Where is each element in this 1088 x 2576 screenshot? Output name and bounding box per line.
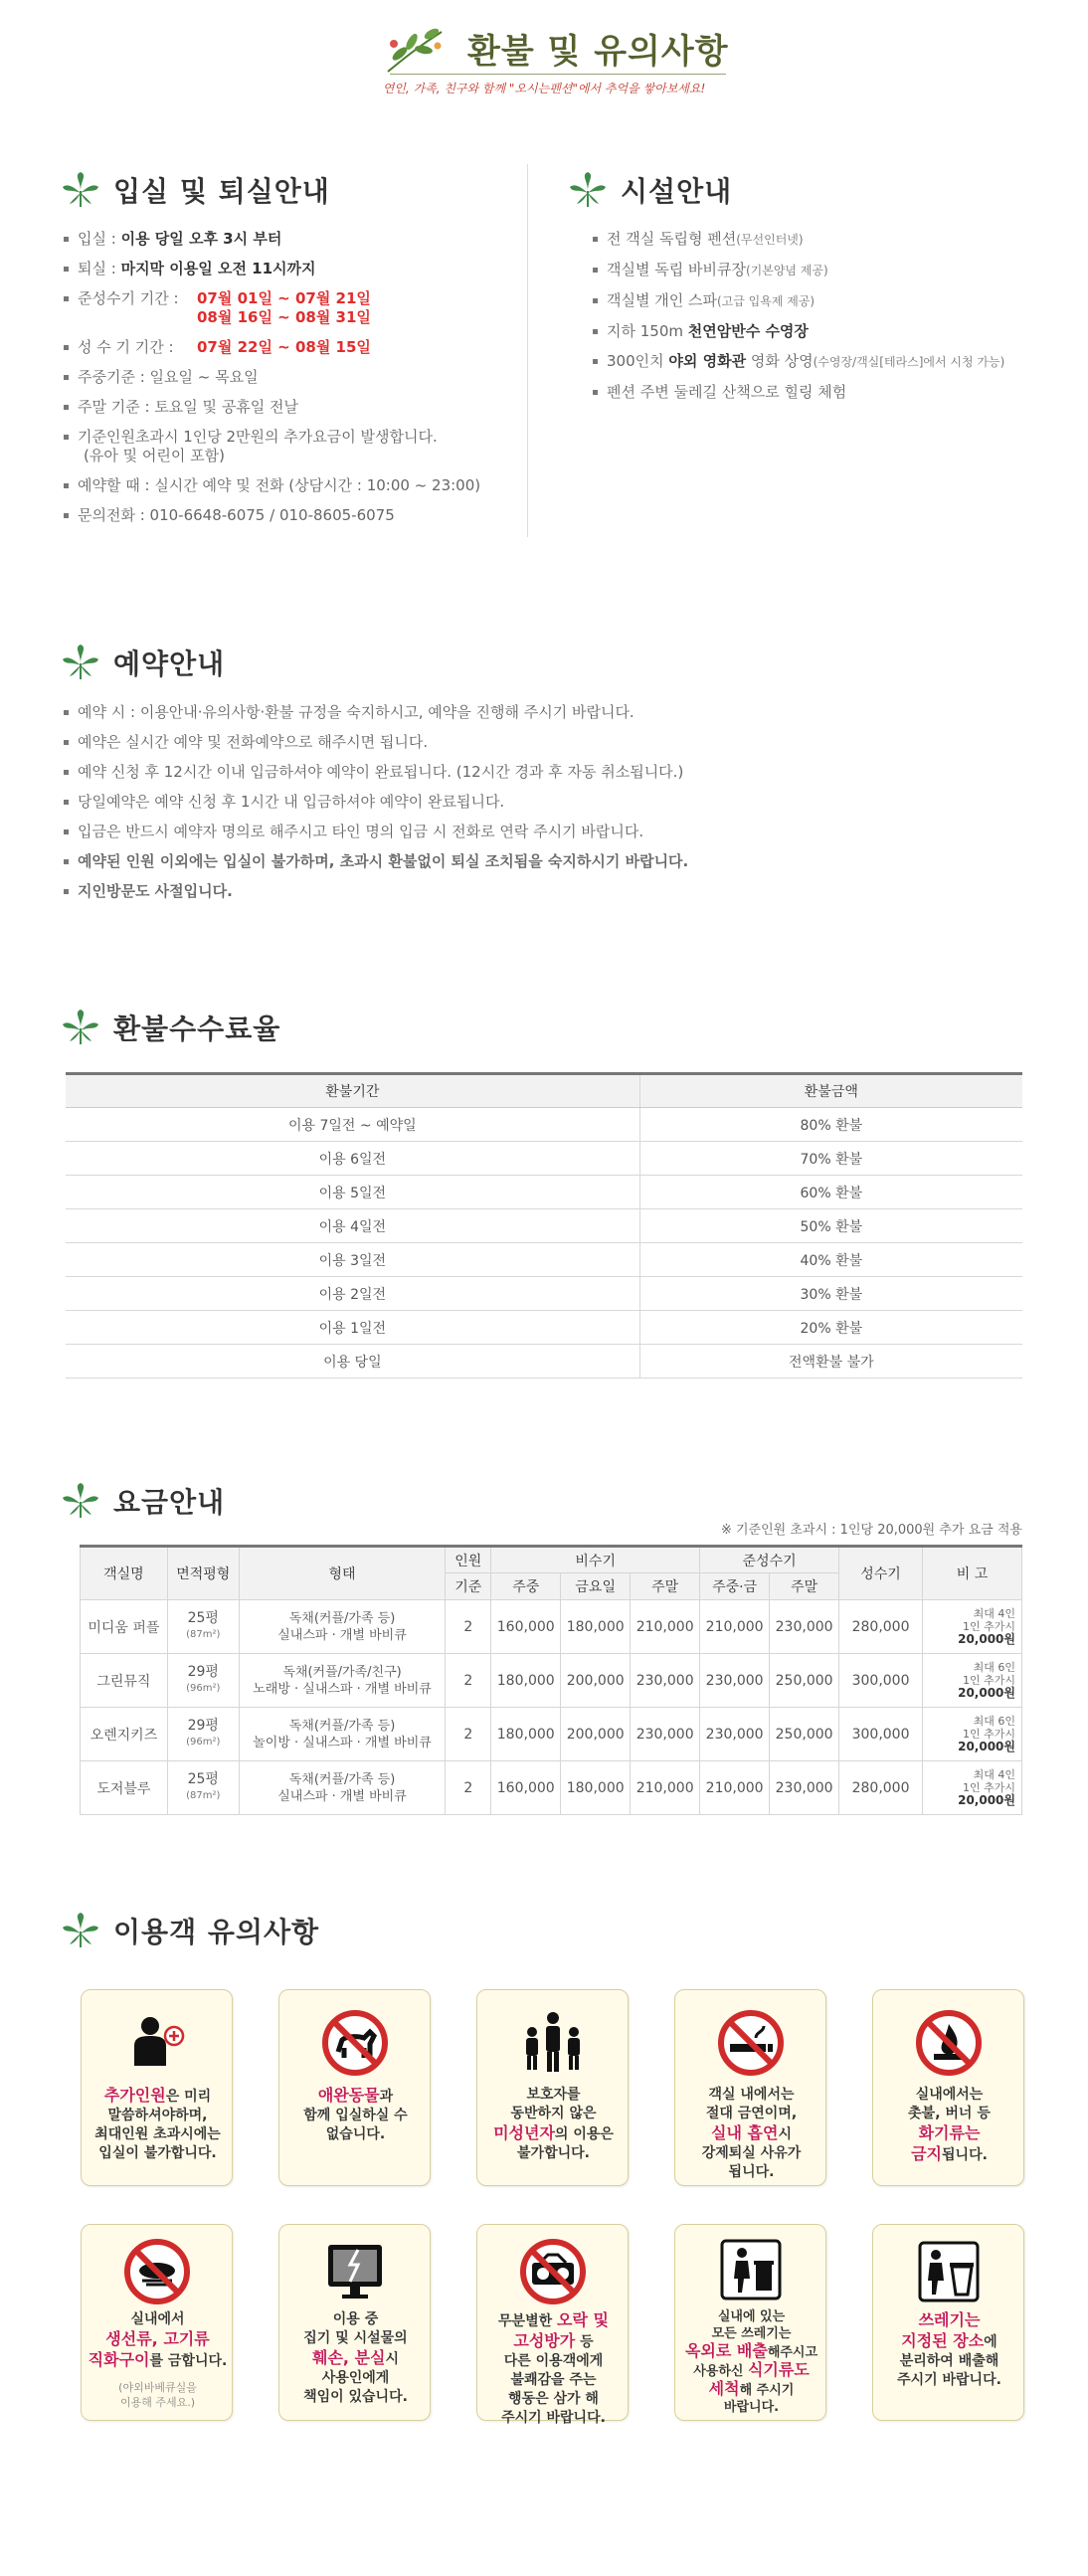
no-noise-icon <box>518 2237 588 2306</box>
list-item: 객실별 개인 스파(고급 입욕제 제공) <box>591 291 1058 311</box>
list-item: 퇴실 : 마지막 이용일 오전 11시까지 <box>62 260 519 278</box>
checkin-heading <box>62 169 330 211</box>
table-row: 이용 4일전 50% 환불 <box>66 1209 1022 1243</box>
list-item: 입금은 반드시 예약자 명의로 해주시고 타인 명의 입금 시 전화로 연락 주시기 바랍니다. <box>62 823 1046 841</box>
list-item: 주중기준 : 일요일 ~ 목요일 <box>62 368 519 387</box>
table-row: 이용 6일전 70% 환불 <box>66 1142 1022 1176</box>
caution-title: 이용객 유의사항 <box>113 1916 320 1948</box>
table-row: 미디움 퍼플 25평 (87m²) 독채(커플/가족 등) 실내스파 · 개별 바비큐 2 160,000 180,000 210,000 210,000 230,000 280,000 최대 4인 1인 추가시 20,000원 <box>81 1600 1022 1654</box>
price-title: 요금안내 <box>113 1486 226 1519</box>
caution-heading <box>62 1910 319 1951</box>
leaf-icon <box>62 1912 99 1949</box>
page-subtitle: 연인, 가족, 친구와 함께 "오시는펜션"에서 추억을 쌓아보세요! <box>382 82 706 95</box>
list-item: 기준인원초과시 1인당 2만원의 추가요금이 발생합니다. (유아 및 어린이 포함) <box>62 428 519 465</box>
no-grill-icon <box>122 2237 192 2306</box>
herb-sprig-icon <box>380 24 450 76</box>
list-item: 지하 150m 천연암반수 수영장 <box>591 322 1058 341</box>
list-item: 문의전화 : 010-6648-6075 / 010-8605-6075 <box>62 506 519 525</box>
table-row: 이용 2일전 30% 환불 <box>66 1277 1022 1311</box>
caution-card-noise: 무분별한 오락 및 고성방가 등 다른 이용객에게 불쾌감을 주는 행동은 삼가 해 주시기 바랍니다. <box>476 2224 629 2421</box>
caution-card-fire: 실내에서는 촛불, 버너 등 화기류는 금지됩니다. <box>872 1989 1024 2186</box>
no-pets-icon <box>320 2008 390 2078</box>
table-row: 이용 7일전 ~ 예약일 80% 환불 <box>66 1108 1022 1142</box>
page-header <box>0 18 1088 107</box>
list-item: 300인치 야외 영화관 영화 상영(수영장/객실[테라스]에서 시청 가능) <box>591 352 1058 372</box>
caution-card-minors: 보호자를 동반하지 않은 미성년자의 이용은 불가합니다. <box>476 1989 629 2186</box>
table-row: 이용 1일전 20% 환불 <box>66 1311 1022 1345</box>
checkin-list <box>62 230 519 536</box>
leaf-icon <box>62 171 99 209</box>
caution-card-separate: 쓰레기는 지정된 장소에 분리하여 배출해 주시기 바랍니다. <box>872 2224 1024 2421</box>
list-item: 준성수기 기간 :07월 01일 ~ 07월 21일 08월 16일 ~ 08월 31일 <box>62 289 519 327</box>
list-item: 예약은 실시간 예약 및 전화예약으로 해주시면 됩니다. <box>62 733 1046 752</box>
column-divider <box>527 164 528 537</box>
list-item: 성 수 기 기간 :07월 22일 ~ 08월 15일 <box>62 338 519 357</box>
trash-bin-icon <box>914 2237 984 2306</box>
list-item: 펜션 주변 둘레길 산책으로 힐링 체험 <box>591 383 1058 402</box>
list-item: 예약 시 : 이용안내·유의사항·환불 규정을 숙지하시고, 예약을 진행해 주시기 바랍니다. <box>62 703 1046 722</box>
leaf-icon <box>62 1482 99 1520</box>
caution-card-grill: 실내에서 생선류, 고기류 직화구이를 금합니다. (야외바베큐실을 이용해 주세요.) <box>81 2224 233 2421</box>
table-row: 이용 5일전 60% 환불 <box>66 1176 1022 1209</box>
price-heading <box>62 1480 225 1522</box>
checkin-title: 입실 및 퇴실안내 <box>113 175 330 208</box>
price-note: ※ 기준인원 초과시 : 1인당 20,000원 추가 요금 적용 <box>720 1523 1022 1538</box>
warning-item: 지인방문도 사절입니다. <box>62 882 1046 901</box>
caution-card-damage: 이용 중 집기 및 시설물의 훼손, 분실시 사용인에게 책임이 있습니다. <box>278 2224 431 2421</box>
leaf-icon <box>62 1009 99 1046</box>
trash-outside-icon <box>716 2235 786 2304</box>
list-item: 주말 기준 : 토요일 및 공휴일 전날 <box>62 398 519 417</box>
no-fire-icon <box>914 2008 984 2078</box>
price-table: 객실명 면적평형 형태 인원 비수기 준성수기 성수기 비 고 기준 주중 금요일 주말 주중·금 주말 미디움 퍼플 25평 (87m²) 독채(커플/가족 등) 실내스파 · 개별 바비큐 2 160,000 180,000 210,000 210,000 230,000 280,000 최대 4인 1인 추가시 20,000원 그린뮤직 29평 (96m²) 독채(커플/가족/친구) 노래방 · 실내스파 · 개별 바비큐 2 180,000 200,000 230,000 230,000 250,000 300,000 최대 6인 1인 추가시 20,000원 오렌지키즈 29평 (96m²) 독채(커플/가족 등) 놀이방 · 실내스파 · 개별 바비큐 2 180,000 200,000 230,000 230,000 250,000 300,000 최대 6인 1인 추가시 20,000원 도저블루 25평 (87m²) 독채(커플/가족 등) 실내스파 · 개별 바비큐 2 160,000 180,000 210,000 210,000 230,000 280,000 최대 4인 1인 추가시 20,000원 <box>80 1545 1022 1815</box>
warning-item: 예약된 인원 이외에는 입실이 불가하며, 초과시 환불없이 퇴실 조치됨을 숙지하시기 바랍니다. <box>62 852 1046 871</box>
reservation-title: 예약안내 <box>113 647 226 680</box>
refund-amount-header: 환불금액 <box>639 1074 1022 1108</box>
table-row: 이용 3일전 40% 환불 <box>66 1243 1022 1277</box>
caution-card-pets: 애완동물과 함께 입실하실 수 없습니다. <box>278 1989 431 2186</box>
list-item: 예약 신청 후 12시간 이내 입금하셔야 예약이 완료됩니다. (12시간 경과 후 자동 취소됩니다.) <box>62 763 1046 782</box>
person-plus-icon <box>122 2008 192 2078</box>
table-row: 도저블루 25평 (87m²) 독채(커플/가족 등) 실내스파 · 개별 바비큐 2 160,000 180,000 210,000 210,000 230,000 280,000 최대 4인 1인 추가시 20,000원 <box>81 1761 1022 1815</box>
facility-title: 시설안내 <box>621 175 733 208</box>
header-divider <box>390 74 726 75</box>
leaf-icon <box>62 644 99 681</box>
reservation-list <box>62 703 1046 912</box>
list-item: 입실 : 이용 당일 오후 3시 부터 <box>62 230 519 249</box>
caution-card-trash: 실내에 있는 모든 쓰레기는 옥외로 배출해주시고 사용하신 식기류도 세척해 주시기 바랍니다. <box>674 2224 826 2421</box>
table-row: 그린뮤직 29평 (96m²) 독채(커플/가족/친구) 노래방 · 실내스파 · 개별 바비큐 2 180,000 200,000 230,000 230,000 250,000 300,000 최대 6인 1인 추가시 20,000원 <box>81 1654 1022 1708</box>
family-icon <box>518 2008 588 2078</box>
list-item: 전 객실 독립형 펜션(무선인터넷) <box>591 230 1058 250</box>
refund-table <box>66 1072 1022 1379</box>
refund-title: 환불수수료율 <box>113 1012 281 1045</box>
leaf-icon <box>569 171 607 209</box>
facility-heading <box>569 169 732 211</box>
reservation-heading <box>62 642 225 683</box>
list-item: 당일예약은 예약 신청 후 1시간 내 입금하셔야 예약이 완료됩니다. <box>62 793 1046 812</box>
no-smoking-icon <box>716 2008 786 2078</box>
caution-card-smoking: 객실 내에서는 절대 금연이며, 실내 흡연시 강제퇴실 사유가 됩니다. <box>674 1989 826 2186</box>
caution-card-extra-person: 추가인원은 미리 말씀하셔야하며, 최대인원 초과시에는 입실이 불가합니다. <box>81 1989 233 2186</box>
table-row: 오렌지키즈 29평 (96m²) 독채(커플/가족 등) 놀이방 · 실내스파 · 개별 바비큐 2 180,000 200,000 230,000 230,000 250,000 300,000 최대 6인 1인 추가시 20,000원 <box>81 1708 1022 1761</box>
page-title: 환불 및 유의사항 <box>467 32 729 72</box>
list-item: 객실별 독립 바비큐장(기본양념 제공) <box>591 261 1058 280</box>
facility-list <box>591 230 1058 413</box>
list-item: 예약할 때 : 실시간 예약 및 전화 (상담시간 : 10:00 ~ 23:00) <box>62 476 519 495</box>
refund-period-header: 환불기간 <box>66 1074 639 1108</box>
refund-heading <box>62 1007 280 1048</box>
table-row: 이용 당일 전액환불 불가 <box>66 1345 1022 1379</box>
broken-screen-icon <box>320 2237 390 2306</box>
